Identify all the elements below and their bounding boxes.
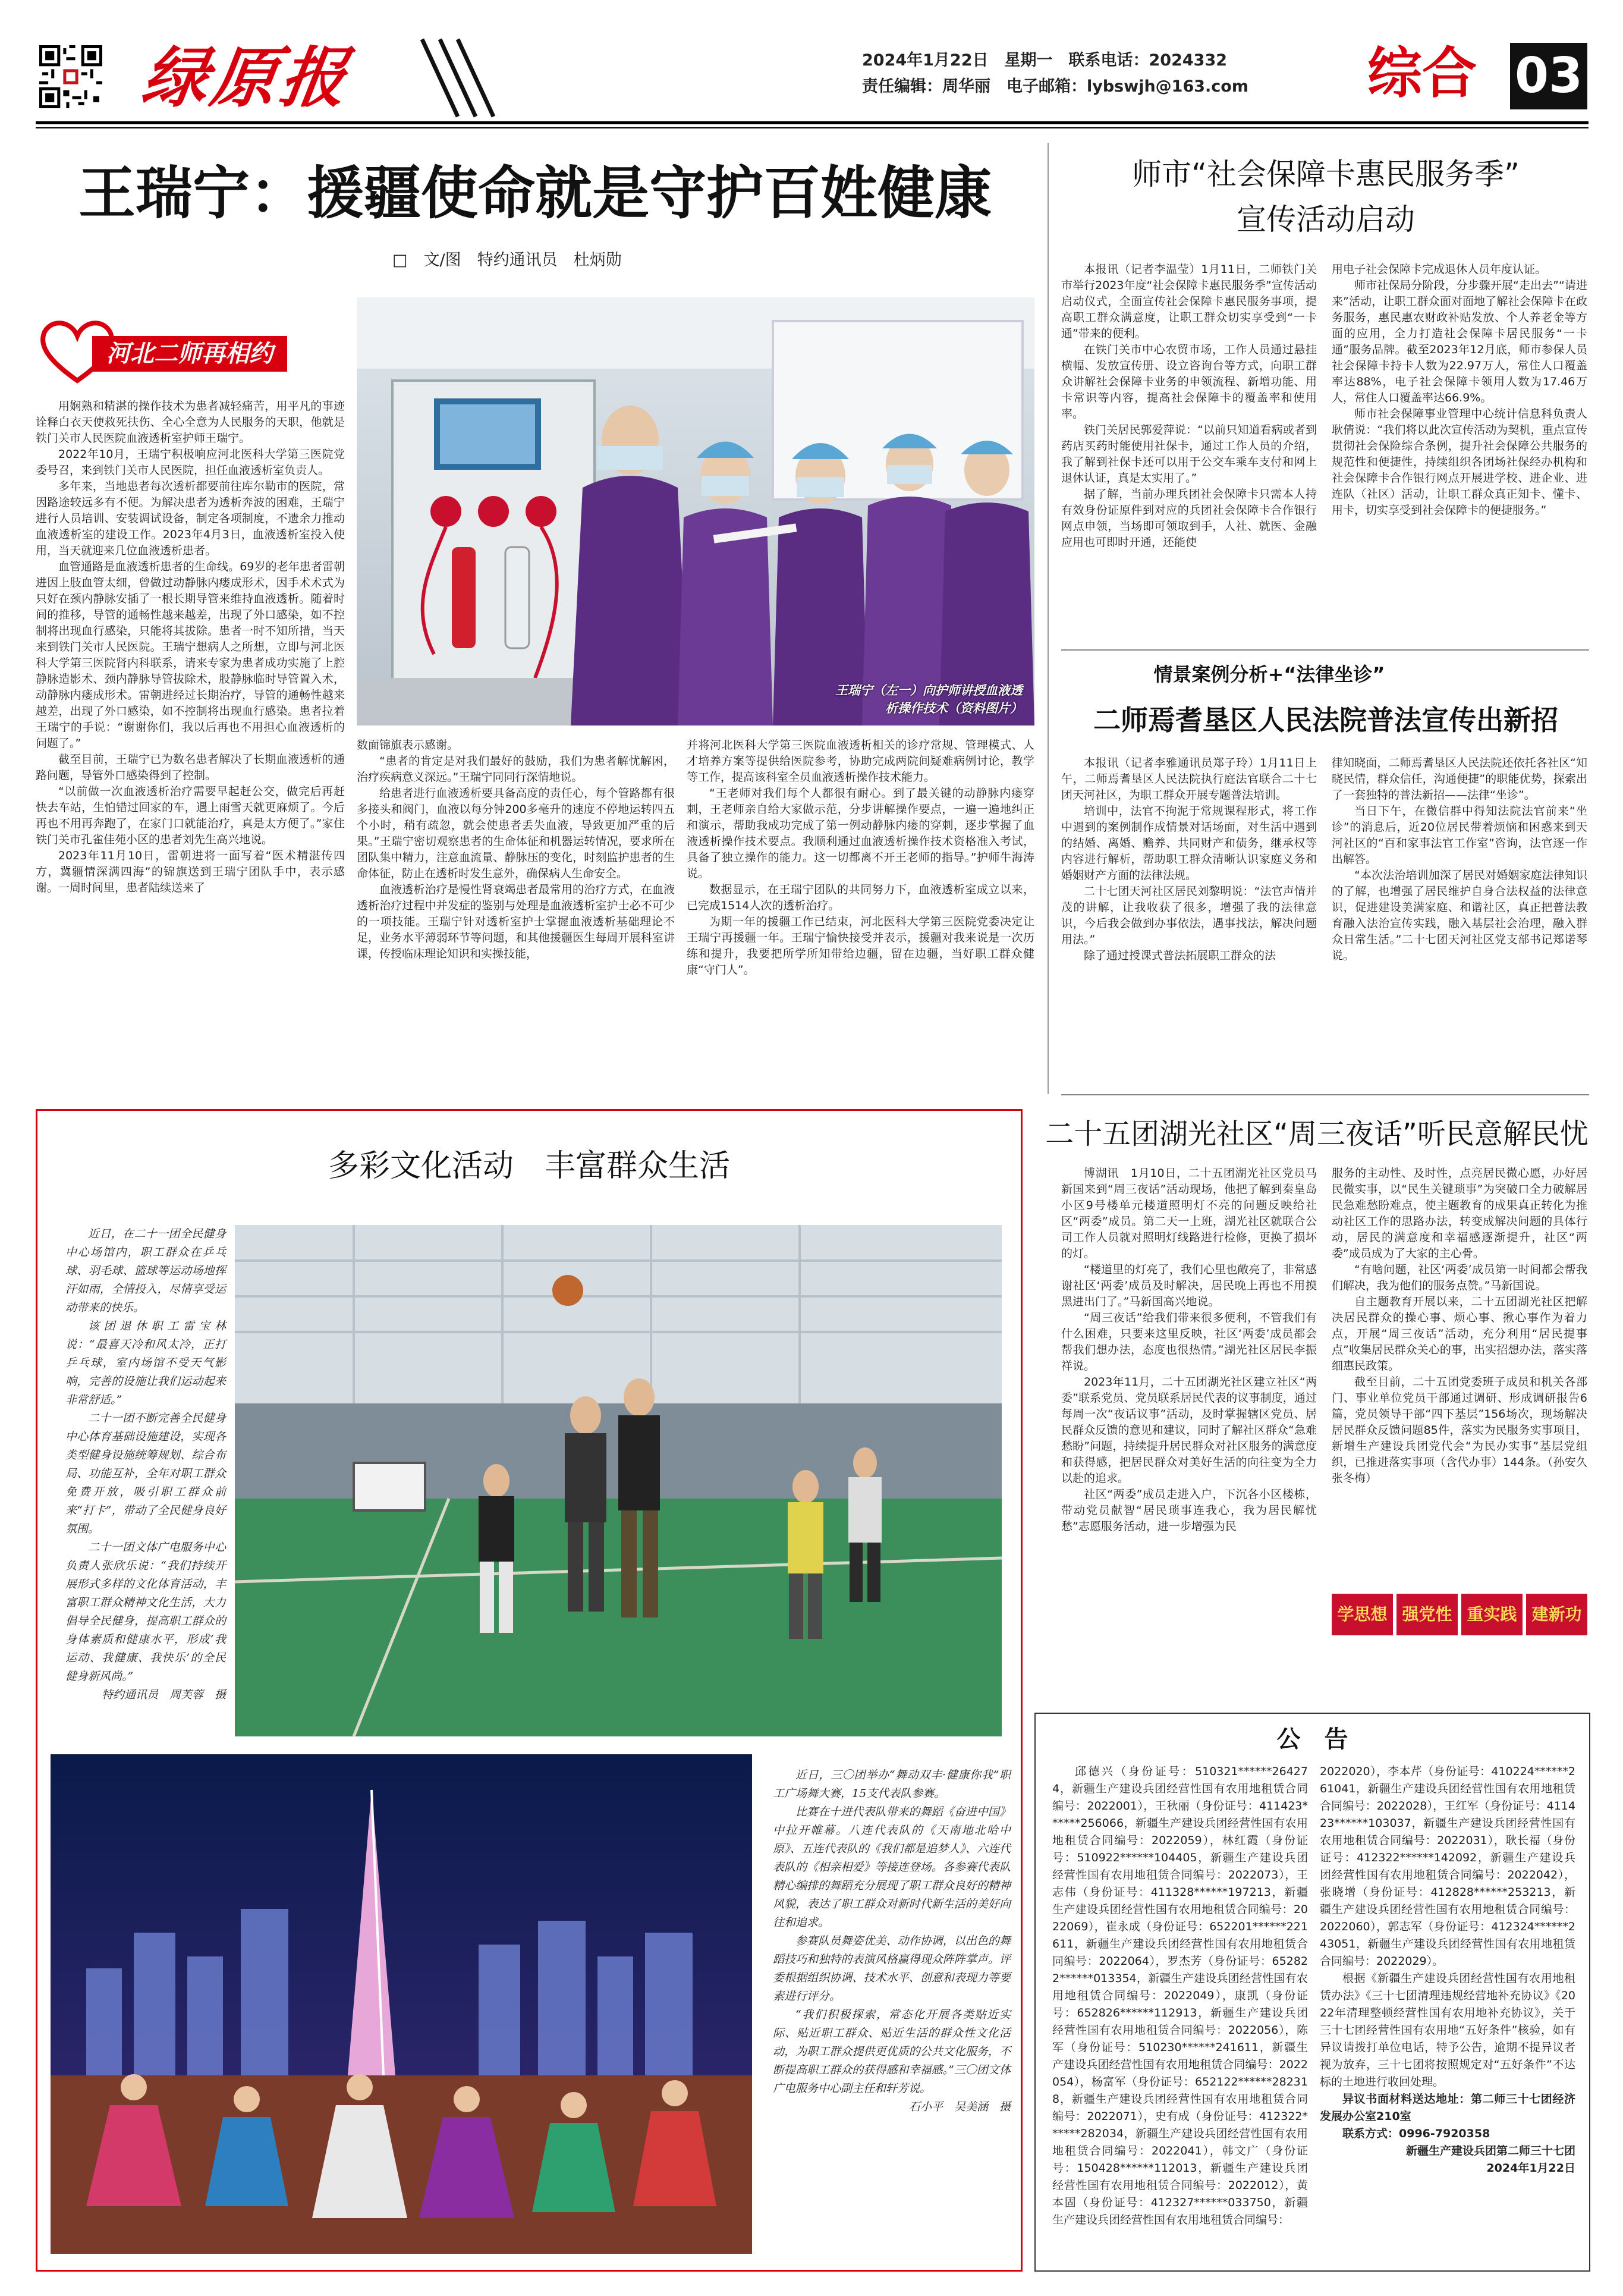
qr-code-icon (39, 45, 102, 108)
article-title: 王瑞宁：援疆使命就是守护百姓健康 (78, 160, 992, 227)
paragraph: 数面锦旗表示感谢。 (357, 739, 459, 752)
slogan-item: 强党性 (1396, 1594, 1458, 1635)
article-title: 二师焉耆垦区人民法院普法宣传出新招 (1093, 704, 1558, 736)
notice-address: 异议书面材料送达地址：第二师三十七团经济发展办公室210室 (1320, 2093, 1575, 2123)
paragraph: 截至目前，王瑞宁已为数名患者解决了长期血液透析的通路问题，导管外口感染得到了控制。 (36, 753, 345, 782)
paragraph: 用娴熟和精湛的操作技术为患者减轻痛苦，用平凡的事迹诠释白衣天使救死扶伤、全心全意为人民服务的天职，他就是铁门关市人民医院血液透析室护师王瑞宁。 (36, 400, 345, 445)
paragraph: 为期一年的援疆工作已结束，河北医科大学第三医院党委决定让王瑞宁再援疆一年。王瑞宁愉快接受并表示，援疆对我来说是一次历练和提升，我要把所学所知带给边疆，留在边疆，当好职工群众健康“守门人”。 (687, 915, 1034, 976)
photo-credit: 特约通讯员 周芙蓉 摄 (101, 1688, 226, 1701)
paragraph: 血液透析治疗是慢性肾衰竭患者最常用的治疗方式，在血液透析治疗过程中并发症的鉴别与处理是血液透析室护士必不可少的一项技能。王瑞宁针对透析室护士掌握血液透析基础理论不足，业务水平薄弱环节等问题，和其他援疆医生每周开展科室讲课，传授临床理论知识和实操技能， (357, 883, 675, 960)
court-col-2 (1332, 755, 1587, 1088)
slogan-item: 学思想 (1332, 1594, 1393, 1635)
paragraph: “楼道里的灯亮了，我们心里也敞亮了，非常感谢社区‘两委’成员及时解决，居民晚上再也不用摸黑进出门了。”马新国高兴地说。 (1061, 1263, 1317, 1308)
main-col-3 (687, 737, 1034, 1085)
paragraph: 数据显示，在王瑞宁团队的共同努力下，血液透析室成立以来，已完成1514人次的透析治疗。 (687, 883, 1034, 912)
paragraph: 血管通路是血液透析患者的生命线。69岁的老年患者雷朝进因上肢血管太细，曾做过动静脉内瘘成形术，因手术术式为只好在颈内静脉安插了一根长期导管来维持血液透析。随着时间的推移，导管的通畅性越来越差，出现了外口感染，如不控制将出现血行感染，只能将其拔除。患者一时不知所措，当天来到铁门关市人民医院。王瑞宁想病人之所想，立即与河北医科大学第三医院肾内科联系，请来专家为患者成功实施了上腔静脉造影术、颈内静脉导管拔除术，股静脉临时导管置入术，动静脉内瘘成形术。雷朝进经过长期治疗，导管的通畅性越来越差，出现了外口感染，如不控制将出现血行感染。患者拉着王瑞宁的手说：“谢谢你们，我以后再也不用担心血液透析的问题了。” (36, 560, 345, 750)
editor-line: 责任编辑：周华丽 电子邮箱：lybswjh@163.com (862, 77, 1248, 96)
paragraph: 铁门关居民郭爱萍说：“以前只知道看病或者到药店买药时能使用社保卡，通过工作人员的介绍，我了解到社保卡还可以用于公交车乘车支付和网上退休认证，真是太实用了。” (1061, 423, 1317, 485)
paragraph: 律知晓面，二师焉耆垦区人民法院还依托各社区“知晓民情，群众信任，沟通便捷”的职能优势，探索出了一套独特的普法新招——法律“坐诊”。 (1332, 756, 1587, 802)
paper-logo (137, 39, 392, 117)
community-col-2 (1332, 1166, 1599, 1570)
paragraph: 2023年11月，二十五团湖光社区建立社区“两委”联系党员、党员联系居民代表的议事制度，通过每周一次“夜话议事”活动，及时掌握辖区党员、居民群众反馈的意见和建议，同时了解社区群众“急难愁盼”问题，持续提升居民群众对社区服务的满意度和获得感，把居民群众对美好生活的向往变为全力以赴的追求。 (1061, 1375, 1317, 1485)
notice-org: 新疆生产建设兵团第二师三十七团 (1405, 2144, 1575, 2157)
article-title (1061, 152, 1590, 242)
notice-text: 根据《新疆生产建设兵团经营性国有农用地租赁办法》《三十七团清理违规经营地补充协议》《2022年清理整顿经营性国有农用地补充协议》，关于三十七团经营性国有农用地“五好条件”核验，如有异议请拨打单位电话，特予公告，逾期不提异议者视为放弃，三十七团将按照规定对“五好条件”不达标的土地进行收回处理。 (1320, 1972, 1575, 2088)
notice-col-2 (1320, 1763, 1575, 2263)
slogan-item: 建新功 (1526, 1594, 1587, 1635)
notice-text: 2022020），李本芹（身份证号：410224******261041，新疆生产建设兵团经营性国有农用地租赁合同编号：2022028），王红军（身份证号：411423******103037，新疆生产建设兵团经营性国有农用地租赁合同编号：2022031），耿长福（身份证号：412322******142092，新疆生产建设兵团经营性国有农用地租赁合同编号：2022042），张晓增（身份证号：412828******253213，新疆生产建设兵团经营性国有农用地租赁合同编号：2022060），郭志军（身份证号：412324******243051，新疆生产建设兵团经营性国有农用地租赁合同编号：2022029）。 (1320, 1765, 1575, 1968)
column-divider (1048, 143, 1049, 1094)
paper-name: 绿原报 (137, 39, 356, 116)
paragraph: 多年来，当地患者每次透析都要前往库尔勒市的医院，常因路途较远多有不便。为解决患者为透析奔波的困难，王瑞宁进行人员培训、安装调试设备，制定各项制度，不遗余力推动血液透析室的建设工作。2023年4月3日，血液透析室投入使用，当天就迎来几位血液透析患者。 (36, 480, 345, 557)
paragraph: 用电子社会保障卡完成退休人员年度认证。 (1332, 263, 1547, 276)
article-title: 二十五团湖光社区“周三夜话”听民意解民忧 (1045, 1117, 1589, 1151)
paragraph: 本报讯（记者李雅通讯员郑子玲）1月11日上午，二师焉耆垦区人民法院执行庭法官联合二十七团天河社区，为职工群众开展专题普法培训。 (1061, 756, 1317, 802)
masthead-info (862, 48, 1314, 100)
photo-credit: 石小平 吴美涵 摄 (908, 2100, 1011, 2113)
court-col-1 (1061, 755, 1317, 1088)
paragraph: 在铁门关市中心农贸市场，工作人员通过悬挂横幅、发放宣传册、设立咨询台等方式，向职工群众讲解社会保障卡业务的申领流程、新增功能、用卡常识等内容，提高社会保障卡的覆盖率和使用率。 (1061, 343, 1317, 420)
date-line: 2024年1月22日 星期一 联系电话：2024332 (862, 51, 1228, 70)
paragraph: “周三夜话”给我们带来很多便利，不管我们有什么困难，只要来这里反映，社区‘两委’成员都会帮我们想办法，态度也很热情。”湖光社区居民李振祥说。 (1061, 1311, 1317, 1372)
article-title: 多彩文化活动 丰富群众生活 (328, 1148, 730, 1184)
title-line-2: 宣传活动启动 (1237, 202, 1415, 237)
column-tag-label: 河北二师再相约 (92, 336, 287, 372)
culture-text-2 (773, 1766, 1011, 2266)
paragraph: 二十一团不断完善全民健身中心体育基础设施建设，实现各类型健身设施统筹规划、综合布局、功能互补，全年对职工群众免费开放，吸引职工群众前来“打卡”，带动了全民健身良好氛围。 (65, 1412, 226, 1535)
paragraph: 该团退休职工雷宝林说：“最喜天冷和风太冷，正打乒乓球，室内场馆不受天气影响，完善的设施让我们运动起来非常舒适。” (65, 1320, 226, 1406)
notice-text: 邱德兴（身份证号：510321******264274，新疆生产建设兵团经营性国有农用地租赁合同编号：2022001），王秋丽（身份证号：411423******256066，新疆生产建设兵团经营性国有农用地租赁合同编号：2022059），林红霞（身份证号：510922******104405，新疆生产建设兵团经营性国有农用地租赁合同编号：2022073），王志伟（身份证号：411328******197213，新疆生产建设兵团经营性国有农用地租赁合同编号：2022069），崔永成（身份证号：652201******221611，新疆生产建设兵团经营性国有农用地租赁合同编号：2022064），罗杰芳（身份证号：652822******013354，新疆生产建设兵团经营性国有农用地租赁合同编号：2022049），康凯（身份证号：652826******112913，新疆生产建设兵团经营性国有农用地租赁合同编号：2022056），陈军（身份证号：510230******241611，新疆生产建设兵团经营性国有农用地租赁合同编号：2022054），杨富军（身份证号：652122******282318，新疆生产建设兵团经营性国有农用地租赁合同编号：2022071），史有成（身份证号：412322******282034，新疆生产建设兵团经营性国有农用地租赁合同编号：2022041），韩文广（身份证号：150428******112013，新疆生产建设兵团经营性国有农用地租赁合同编号：2022012），黄本固（身份证号：412327******033750，新疆生产建设兵团经营性国有农用地租赁合同编号： (1052, 1765, 1308, 2226)
paragraph: 据了解，当前办理兵团社会保障卡只需本人持有效身份证原件到对应的兵团社会保障卡合作银行网点申领，当场即可领取到手，人社、就医、金融应用也可即时开通，还能使 (1061, 488, 1317, 549)
paragraph: 培训中，法官不拘泥于常规课程形式，将工作中遇到的案例制作成情景对话场面，对生活中遇到的结婚、离婚、赡养、共同财产和债务，继承权等内容进行解析，帮助职工群众清晰认识家庭义务和婚姻财产方面的法律法规。 (1061, 805, 1317, 882)
slogan-banner (1332, 1594, 1587, 1635)
paragraph: 给患者进行血液透析要具备高度的责任心，每个管路都有很多接头和阀门，血液以每分钟200多毫升的速度不停地运转四五个小时，稍有疏忽，就会使患者丢失血液，导致更加严重的后果。”王瑞宁密切观察患者的生命体征和机器运转情况，要求所在团队集中精力，注意血流量、静脉压的变化，时刻监护患者的生命体征，防止在透析时发生意外，确保病人生命安全。 (357, 787, 675, 880)
section-name: 综合 (1367, 42, 1477, 105)
photo-dialysis-training (357, 297, 1034, 725)
paragraph: 博湖讯 1月10日，二十五团湖光社区党员马新国来到“周三夜话”活动现场，他把了解到秦皇岛小区9号楼单元楼道照明灯不亮的问题反映给社区“两委”成员。第二天一上班，湖光社区就联合公司工作人员就对照明灯线路进行检修，更换了损坏的灯。 (1061, 1167, 1317, 1260)
photo-gym-basketball (235, 1225, 1002, 1736)
paragraph: “有啥问题，社区‘两委’成员第一时间都会帮我们解决，我为他们的服务点赞。”马新国说。 (1332, 1263, 1587, 1292)
paragraph: 二十七团天河社区居民刘黎明说：“法官声情并茂的讲解，让我收获了很多，增强了我的法律意识，今后我会做到办事依法，遇事找法，解决问题用法。” (1061, 885, 1317, 946)
article-byline: □ 文/图 特约通讯员 杜炳勋 (392, 251, 622, 269)
paragraph: 当日下午，在微信群中得知法院法官前来“坐诊”的消息后，近20位居民带着烦恼和困惑来到天河社区的“百和家事法官工作室”咨询，法官逐一作出解答。 (1332, 805, 1587, 866)
paragraph: 本报讯（记者李温莹）1月11日，二师铁门关市举行2023年度“社会保障卡惠民服务季”宣传活动启动仪式，全面宣传社会保障卡惠民服务事项，提高职工群众满意度，让职工群众切实享受到“一卡通”带来的便利。 (1061, 263, 1317, 340)
notice-col-1 (1052, 1763, 1308, 2263)
paragraph: 师市社会保障事业管理中心统计信息科负责人耿倩说：“我们将以此次宣传活动为契机，重点宣传贯彻社会保险综合条例，提升社会保障公共服务的规范性和便捷性，持续组织各团场社保经办机构和社会保障卡合作银行网点开展进学校、进企业、进连队（社区）活动，让职工群众真正知卡、懂卡、用卡，切实享受到社会保障卡的便捷服务。” (1332, 407, 1587, 517)
paragraph: 二十一团文体广电服务中心负责人张欣乐说：“我们持续开展形式多样的文化体育活动，丰富职工群众精神文化生活，大力倡导全民健身，提高职工群众的身体素质和健康水平，形成‘我运动、我健康、我快乐’的全民健身新风尚。” (65, 1541, 226, 1683)
photo-square-dance (51, 1754, 752, 2254)
paragraph: 社区“两委”成员走进入户，下沉各小区楼栋，带动党员献智“居民琐事连我心，我为居民解忧愁”志愿服务活动，进一步增强为民 (1061, 1488, 1317, 1533)
paragraph: 2023年11月10日，雷朝进将一面写着“医术精湛传四方，冀疆情深满四海”的锦旗送到王瑞宁团队手中，表示感谢。一周时间里，患者陆续送来了 (36, 849, 345, 894)
title-line-1: 师市“社会保障卡惠民服务季” (1132, 157, 1520, 191)
masthead-slash-decor (416, 33, 499, 123)
paragraph: 近日，在二十一团全民健身中心场馆内，职工群众在乒乓球、羽毛球、篮球等运动场地挥汗如雨，全情投入，尽情享受运动带来的快乐。 (65, 1227, 226, 1314)
paragraph: “王老师对我们每个人都很有耐心。到了最关键的动静脉内瘘穿刺，王老师亲自给大家做示范，分步讲解操作要点，一遍一遍地纠正和演示，帮助我成功完成了第一例动静脉内瘘的穿刺，逐步掌握了血液透析操作技术要点。我顺利通过血液透析操作技术资格准入考试，具备了独立操作的能力。这一切都离不开王老师的指导。”护师牛海涛说。 (687, 787, 1034, 880)
paragraph: “本次法治培训加深了居民对婚姻家庭法律知识的了解，也增强了居民维护自身合法权益的法律意识，促进建设美满家庭、和谐社区，真正把普法教育融入法治宣传实践，融入基层社会治理，融入群众日常生活。”二十七团天河社区党支部书记郑诺琴说。 (1332, 869, 1587, 962)
section-rule (1061, 649, 1589, 651)
photo-caption-line1: 王瑞宁（左一）向护师讲授血液透 (835, 683, 1023, 698)
paragraph: 参赛队员舞姿优美、动作协调，以出色的舞蹈技巧和独特的表演风格赢得现众阵阵掌声。评委根据组织协调、技术水平、创意和表现力等要素进行评分。 (773, 1934, 1011, 2003)
paragraph: 截至目前，二十五团党委班子成员和机关各部门、事业单位党员干部通过调研、形成调研报告6篇，党员领导干部“四下基层”156场次，现场解决居民群众反馈问题85件，落实为民服务实事项目，新增生产建设兵团党代会“为民办实事”基层党组织，已推进落实事项（含代办事）144条。（孙安久 张冬梅） (1332, 1375, 1599, 1485)
paragraph: 除了通过授课式普法拓展职工群众的法 (1084, 949, 1276, 962)
card-col-1 (1061, 262, 1317, 642)
paragraph: “我们积极探索，常态化开展各类贴近实际、贴近职工群众、贴近生活的群众性文化活动，为职工群众提供更优质的公共文化服务，不断提高职工群众的获得感和幸福感。”三〇团文体广电服务中心副主任和轩芳说。 (773, 2008, 1011, 2095)
masthead-rule-thin (36, 127, 1589, 128)
main-col-1 (36, 398, 345, 1085)
notice-phone: 联系方式：0996-7920358 (1342, 2127, 1490, 2140)
photo-caption (773, 681, 1023, 717)
community-col-1 (1061, 1166, 1317, 1701)
section-rule (1061, 1094, 1589, 1095)
paragraph: 2022年10月，王瑞宁积极响应河北医科大学第三医院党委号召，来到铁门关市人民医院，担任血液透析室负责人。 (36, 448, 345, 477)
page-number: 03 (1510, 43, 1587, 109)
paragraph: “以前做一次血液透析治疗需要早起赶公交，做完后再赶快去车站，生怕错过回家的车，遇上雨雪天就更麻烦了。今后再也不用再奔跑了，在家门口就能治疗，真是太方便了。”家住铁门关市孔雀佳苑小区的患者刘先生高兴地说。 (36, 785, 345, 846)
paragraph: 并将河北医科大学第三医院血液透析相关的诊疗常规、管理模式、人才培养方案等提供给医院参考，协助完成两院间疑难病例讨论，教学等工作，提高该科室全员血液透析操作技术能力。 (687, 739, 1034, 784)
notice-title: 公 告 (1276, 1726, 1348, 1753)
paragraph: “患者的肯定是对我们最好的鼓励，我们为患者解忧解困，治疗疾病意义深远。”王瑞宁同同行深情地说。 (357, 755, 675, 784)
column-tag (36, 315, 333, 387)
main-col-2 (357, 737, 675, 1085)
paragraph: 师市社保局分阶段，分步骤开展“走出去”“请进来”活动，让职工群众面对面地了解社会保障卡在政务服务，惠民惠农财政补贴发放、个人养老金等方面的应用，全力打造社会保障卡居民服务“一卡通”服务品牌。截至2023年12月底，师市参保人员社会保障卡持卡人数为22.97万人，常住人口覆盖率达88%，电子社会保障卡领用人数为17.46万人，常住人口覆盖率达66.9%。 (1332, 279, 1587, 404)
paragraph: 比赛在十进代表队带来的舞蹈《奋进中国》中拉开帷幕。八连代表队的《天南地北哈中原》、五连代表队的《我们都是追梦人》、六连代表队的《相亲相爱》等接连登场。各参赛代表队精心编排的舞蹈充分展现了职工群众良好的精神风貌，表达了职工群众对新时代新生活的美好向往和追求。 (773, 1805, 1011, 1929)
photo-caption-line2: 析操作技术（资料图片） (885, 701, 1023, 715)
paragraph: 近日，三〇团举办“舞动双丰·健康你我”职工广场舞大赛，15支代表队参赛。 (773, 1769, 1011, 1800)
paragraph: 服务的主动性、及时性，点亮居民微心愿，办好居民微实事，以“民生关键琐事”为突破口全力破解居民急难愁盼难点，使主题教育的成果真正转化为推动社区工作的思路办法，转变成解决问题的具体行动，居民的满意度和幸福感逐渐提升，社区“两委”成员成为了大家的主心骨。 (1332, 1167, 1587, 1260)
article-pre-title: 情景案例分析+“法律坐诊” (1153, 663, 1385, 686)
card-col-2 (1332, 262, 1587, 642)
notice-date: 2024年1月22日 (1486, 2162, 1575, 2175)
paragraph: 自主题教育开展以来，二十五团湖光社区把解决居民群众的操心事、烦心事、揪心事作为着力点，开展“周三夜话”活动，充分利用“居民提事点”收集居民群众关心的事，出实招想办法，落实落细惠民政策。 (1332, 1295, 1587, 1372)
masthead-rule (36, 121, 1589, 124)
slogan-item: 重实践 (1461, 1594, 1523, 1635)
